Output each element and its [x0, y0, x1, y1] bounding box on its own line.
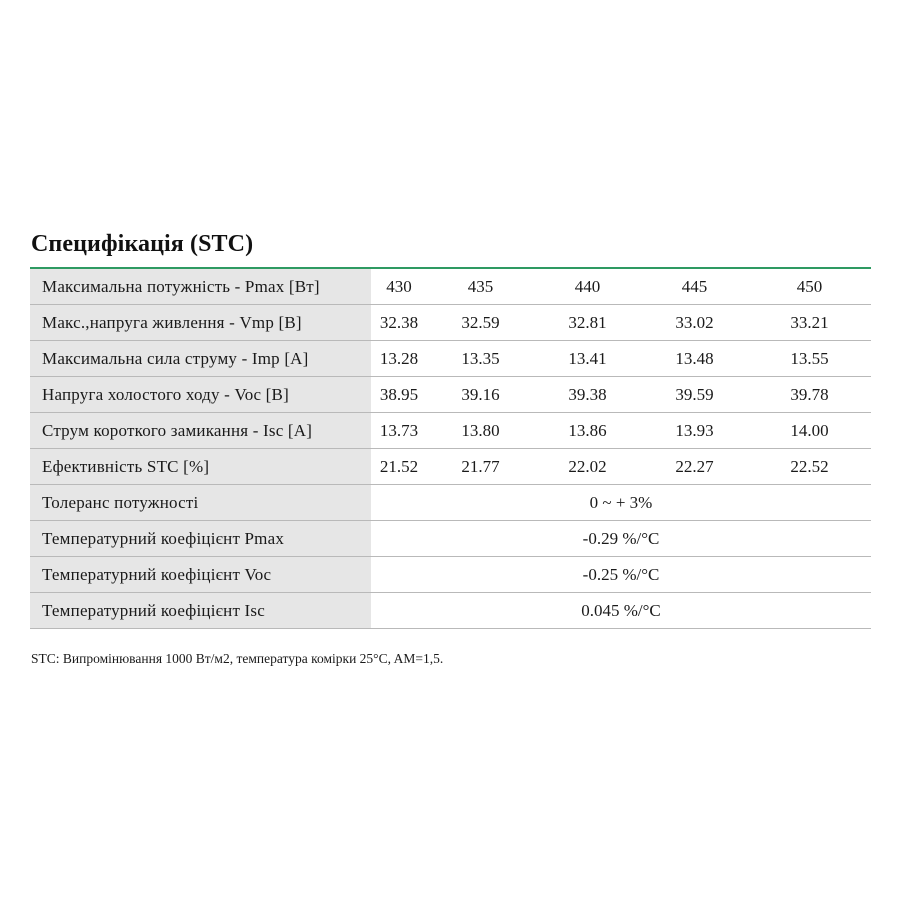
row-label: Максимальна потужність - Pmax [Вт] [30, 269, 371, 305]
merged-cell: -0.29 %/°C [371, 521, 871, 557]
table-cell: 13.48 [641, 341, 748, 377]
table-cell: 13.73 [371, 413, 427, 449]
table-cell: 33.21 [748, 305, 871, 341]
table-row [30, 305, 871, 341]
row-label: Толеранс потужності [30, 485, 371, 521]
row-label: Напруга холостого ходу - Voc [В] [30, 377, 371, 413]
table-row [30, 413, 871, 449]
table-cell: 440 [534, 269, 641, 305]
merged-cell: -0.25 %/°C [371, 557, 871, 593]
row-label: Температурний коефіцієнт Voc [30, 557, 371, 593]
table-row [30, 377, 871, 413]
table-cell: 435 [427, 269, 534, 305]
table-row [30, 449, 871, 485]
table-cell: 22.02 [534, 449, 641, 485]
spec-title: Специфікація (STC) [31, 231, 254, 257]
table-cell: 14.00 [748, 413, 871, 449]
table-row [30, 341, 871, 377]
table-row [30, 269, 871, 305]
table-cell: 39.59 [641, 377, 748, 413]
table-cell: 13.55 [748, 341, 871, 377]
table-cell: 32.38 [371, 305, 427, 341]
row-label: Струм короткого замикання - Isc [A] [30, 413, 371, 449]
table-cell: 13.35 [427, 341, 534, 377]
table-cell: 445 [641, 269, 748, 305]
footnote: STC: Випромінювання 1000 Вт/м2, температура комірки 25°C, AM=1,5. [31, 651, 444, 666]
table-cell: 13.93 [641, 413, 748, 449]
table-cell: 13.28 [371, 341, 427, 377]
row-label: Ефективність STC [%] [30, 449, 371, 485]
table-cell: 32.59 [427, 305, 534, 341]
table-cell: 13.41 [534, 341, 641, 377]
table-row [30, 557, 871, 593]
merged-cell: 0 ~ + 3% [371, 485, 871, 521]
table-row [30, 521, 871, 557]
table-cell: 22.27 [641, 449, 748, 485]
table-row [30, 485, 871, 521]
table-cell: 39.38 [534, 377, 641, 413]
row-label: Температурний коефіцієнт Isc [30, 593, 371, 629]
table-cell: 21.52 [371, 449, 427, 485]
table-cell: 38.95 [371, 377, 427, 413]
row-label: Макс.,напруга живлення - Vmp [В] [30, 305, 371, 341]
table-cell: 22.52 [748, 449, 871, 485]
table-cell: 21.77 [427, 449, 534, 485]
spec-table [30, 269, 871, 629]
table-cell: 450 [748, 269, 871, 305]
table-cell: 39.78 [748, 377, 871, 413]
table-cell: 39.16 [427, 377, 534, 413]
row-label: Температурний коефіцієнт Pmax [30, 521, 371, 557]
table-cell: 13.80 [427, 413, 534, 449]
table-cell: 32.81 [534, 305, 641, 341]
table-row [30, 593, 871, 629]
row-label: Максимальна сила струму - Imp [A] [30, 341, 371, 377]
table-cell: 430 [371, 269, 427, 305]
table-cell: 33.02 [641, 305, 748, 341]
merged-cell: 0.045 %/°C [371, 593, 871, 629]
table-cell: 13.86 [534, 413, 641, 449]
